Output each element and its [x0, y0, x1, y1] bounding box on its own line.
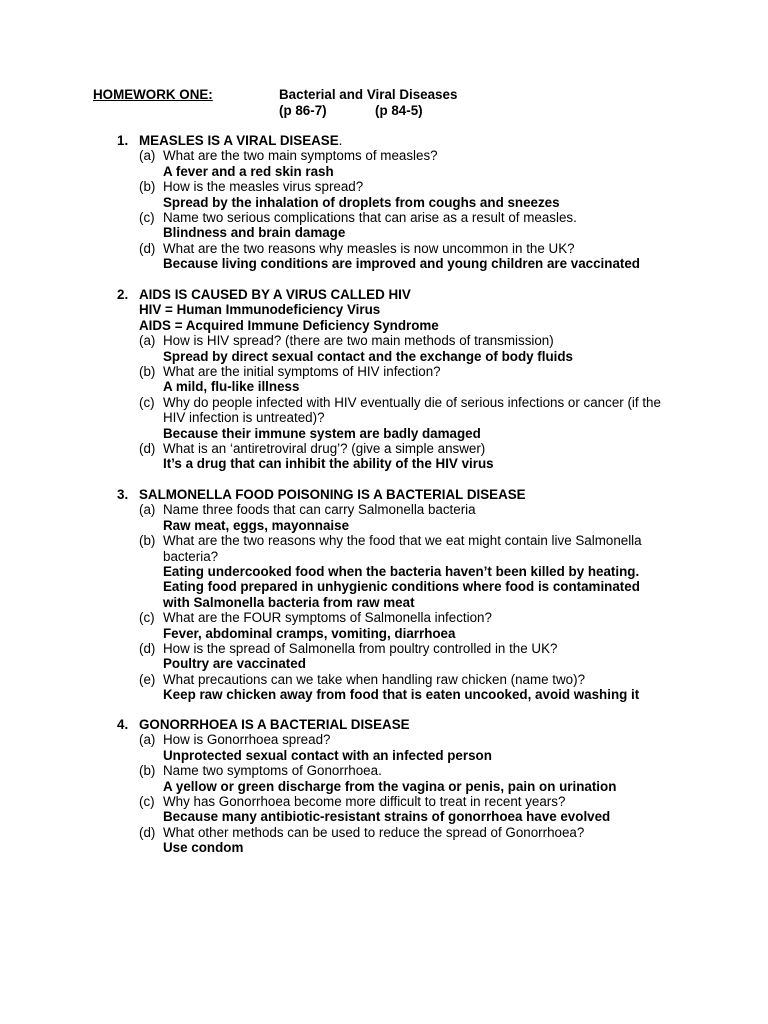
section-number: 4.: [117, 717, 129, 732]
section-heading: SALMONELLA FOOD POISONING IS A BACTERIAL DISEASE: [139, 487, 526, 502]
answer-text: Spread by the inhalation of droplets from coughs and sneezes: [163, 194, 560, 210]
answer-text: Because living conditions are improved and young children are vaccinated: [163, 256, 640, 272]
question-label: (d): [139, 441, 156, 457]
question-label: (c): [139, 794, 155, 810]
question-label: (c): [139, 210, 155, 226]
question-text: Name three foods that can carry Salmonella bacteria: [163, 502, 476, 518]
question-label: (b): [139, 533, 156, 549]
section-gonorrhoea: [117, 717, 677, 856]
question-label: (a): [139, 333, 156, 349]
question: [139, 672, 677, 703]
question: [139, 241, 677, 272]
question: [139, 333, 677, 364]
answer-text: Blindness and brain damage: [163, 225, 346, 241]
definition-line: HIV = Human Immunodeficiency Virus: [139, 302, 381, 318]
question: [139, 763, 677, 794]
answer-line: with Salmonella bacteria from raw meat: [163, 594, 415, 610]
page-ref-1: (p 86-7): [279, 103, 327, 118]
question-label: (a): [139, 502, 156, 518]
page-ref-2: (p 84-5): [375, 103, 423, 118]
question-text: What precautions can we take when handling raw chicken (name two)?: [163, 671, 586, 687]
question: [139, 179, 677, 210]
question-label: (d): [139, 824, 156, 840]
page-references: [279, 103, 423, 118]
answer-text: Unprotected sexual contact with an infected person: [163, 747, 492, 763]
answer-line: Eating undercooked food when the bacteria haven’t been killed by heating.: [163, 564, 640, 580]
answer-text: Keep raw chicken away from food that is eaten uncooked, avoid washing it: [163, 687, 640, 703]
homework-title: HOMEWORK ONE:: [93, 87, 213, 102]
question-label: (a): [139, 148, 156, 164]
question-text: Why do people infected with HIV eventually die of serious infections or cancer (if the HIV infection is untreated)?: [163, 394, 661, 426]
definition-line: AIDS = Acquired Immune Deficiency Syndrome: [139, 317, 439, 333]
answer-text: Fever, abdominal cramps, vomiting, diarrhoea: [163, 625, 456, 641]
section-heading: MEASLES IS A VIRAL DISEASE.: [139, 133, 343, 148]
question-text: What is an ‘antiretroviral drug’? (give a simple answer): [163, 441, 486, 457]
question: [139, 794, 677, 825]
section-aids: [117, 287, 677, 472]
question: [139, 641, 677, 672]
question-text: What other methods can be used to reduce the spread of Gonorrhoea?: [163, 824, 585, 840]
homework-topic: Bacterial and Viral Diseases: [279, 87, 458, 102]
answer-text: It’s a drug that can inhibit the ability of the HIV virus: [163, 456, 494, 472]
answer-text: Because many antibiotic-resistant strains of gonorrhoea have evolved: [163, 809, 611, 825]
question: [139, 533, 677, 610]
answer-text: Raw meat, eggs, mayonnaise: [163, 517, 350, 533]
question: [139, 610, 677, 641]
question: [139, 210, 677, 241]
answer-text: Because their immune system are badly damaged: [163, 425, 481, 441]
question: [139, 441, 677, 472]
question: [139, 825, 677, 856]
section-number: 2.: [117, 287, 129, 302]
question-text: Name two symptoms of Gonorrhoea.: [163, 763, 382, 779]
section-heading: AIDS IS CAUSED BY A VIRUS CALLED HIV: [139, 287, 411, 302]
question-text: Why has Gonorrhoea become more difficult to treat in recent years?: [163, 794, 566, 810]
question: [139, 395, 677, 441]
question: [139, 148, 677, 179]
question-label: (d): [139, 641, 156, 657]
question: [139, 502, 677, 533]
question-text: What are the initial symptoms of HIV infection?: [163, 364, 441, 380]
question: [139, 732, 677, 763]
section-measles: [117, 133, 677, 272]
question-label: (c): [139, 394, 155, 410]
question-label: (e): [139, 671, 156, 687]
answer-text: Spread by direct sexual contact and the exchange of body fluids: [163, 348, 573, 364]
answer-text: A fever and a red skin rash: [163, 163, 334, 179]
question-label: (b): [139, 179, 156, 195]
question-text: What are the two reasons why measles is now uncommon in the UK?: [163, 240, 575, 256]
question-text: What are the two reasons why the food that we eat might contain live Salmonella bacteria?: [163, 533, 642, 564]
question-label: (c): [139, 610, 155, 626]
section-number: 3.: [117, 487, 129, 502]
answer-line: Eating food prepared in unhygienic conditions where food is contaminated: [163, 579, 640, 595]
question-label: (b): [139, 364, 156, 380]
question-text: What are the FOUR symptoms of Salmonella infection?: [163, 610, 492, 626]
answer-text: A mild, flu-like illness: [163, 379, 300, 395]
question-label: (b): [139, 763, 156, 779]
question-text: How is the spread of Salmonella from poultry controlled in the UK?: [163, 641, 558, 657]
question-text: How is the measles virus spread?: [163, 179, 364, 195]
answer-text: A yellow or green discharge from the vagina or penis, pain on urination: [163, 778, 617, 794]
question-text: Name two serious complications that can arise as a result of measles.: [163, 210, 577, 226]
section-salmonella: [117, 487, 677, 703]
question: [139, 364, 677, 395]
section-heading: GONORRHOEA IS A BACTERIAL DISEASE: [139, 717, 410, 732]
section-number: 1.: [117, 133, 129, 148]
question-text: What are the two main symptoms of measles?: [163, 148, 438, 164]
question-text: How is HIV spread? (there are two main methods of transmission): [163, 333, 554, 349]
answer-text: Poultry are vaccinated: [163, 656, 306, 672]
answer-text: Use condom: [163, 840, 244, 856]
question-label: (a): [139, 732, 156, 748]
question-text: How is Gonorrhoea spread?: [163, 732, 331, 748]
question-label: (d): [139, 240, 156, 256]
